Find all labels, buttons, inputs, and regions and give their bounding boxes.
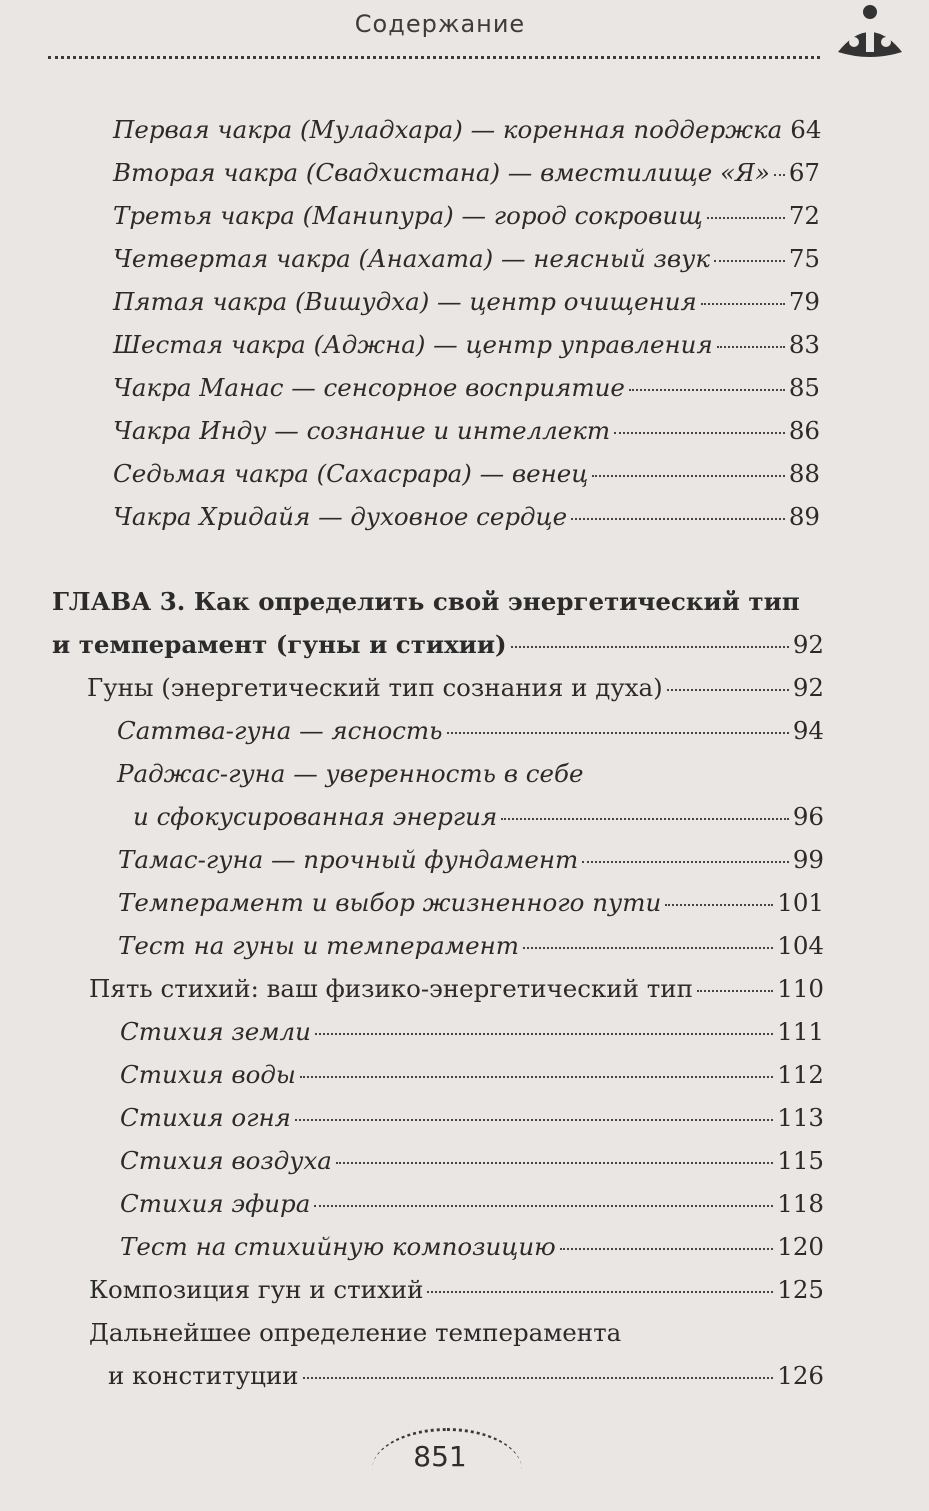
toc-page-number: 88 bbox=[788, 459, 820, 488]
toc-entry-title: Стихия эфира bbox=[120, 1189, 311, 1218]
toc-entry[interactable] bbox=[113, 330, 820, 359]
toc-entry[interactable] bbox=[113, 502, 820, 531]
dot-leader bbox=[629, 389, 785, 391]
dot-leader bbox=[314, 1205, 773, 1207]
page-number: 851 bbox=[413, 1440, 467, 1473]
toc-entry[interactable] bbox=[120, 1232, 824, 1261]
toc-page-number: 101 bbox=[777, 888, 824, 917]
toc-entry-title: Композиция гун и стихий bbox=[89, 1275, 424, 1304]
toc-entry[interactable] bbox=[118, 845, 824, 874]
toc-entry[interactable] bbox=[113, 158, 820, 187]
toc-page-number: 111 bbox=[777, 1017, 824, 1046]
toc-entry[interactable] bbox=[87, 673, 824, 702]
toc-entry[interactable] bbox=[113, 115, 820, 144]
toc-entry[interactable] bbox=[120, 1060, 824, 1089]
toc-page-number: 83 bbox=[788, 330, 820, 359]
dot-leader bbox=[295, 1119, 773, 1121]
toc-page-number: 96 bbox=[792, 802, 824, 831]
dot-leader bbox=[582, 861, 789, 863]
dot-leader bbox=[315, 1033, 773, 1035]
toc-entry[interactable] bbox=[120, 1146, 824, 1175]
dot-leader bbox=[592, 475, 784, 477]
toc-entry-title: Стихия воздуха bbox=[120, 1146, 332, 1175]
dot-leader bbox=[697, 990, 773, 992]
toc-entry-title: Тест на стихийную композицию bbox=[120, 1232, 556, 1261]
dot-leader bbox=[614, 432, 785, 434]
toc-heading-line: Раджас-гуна — уверенность в себе bbox=[117, 759, 584, 788]
toc-entry-title: Гуны (энергетический тип сознания и духа) bbox=[87, 673, 663, 702]
toc-page-number: 75 bbox=[788, 244, 820, 273]
toc-page-number: 72 bbox=[788, 201, 820, 230]
toc-entry-title: Тамас-гуна — прочный фундамент bbox=[118, 845, 579, 874]
toc-entry[interactable] bbox=[133, 802, 824, 831]
toc-entry[interactable] bbox=[113, 201, 820, 230]
toc-entry[interactable] bbox=[113, 373, 820, 402]
dot-leader bbox=[501, 818, 789, 820]
dot-leader bbox=[511, 646, 789, 648]
toc-page-number: 85 bbox=[788, 373, 820, 402]
toc-page-number: 110 bbox=[777, 974, 824, 1003]
toc-entry[interactable] bbox=[113, 287, 820, 316]
toc-entry[interactable] bbox=[113, 459, 820, 488]
toc-page-number: 115 bbox=[777, 1146, 824, 1175]
toc-entry-title: и сфокусированная энергия bbox=[133, 802, 498, 831]
toc-entry[interactable] bbox=[120, 1103, 824, 1132]
toc-entry-title: Первая чакра (Муладхара) — коренная поддержка bbox=[113, 115, 783, 144]
toc-page-number: 125 bbox=[777, 1275, 824, 1304]
dot-leader bbox=[707, 217, 785, 219]
toc-page-number: 118 bbox=[777, 1189, 824, 1218]
toc-entry[interactable] bbox=[52, 630, 824, 659]
toc-page-number: 64 bbox=[790, 115, 822, 144]
dot-leader bbox=[714, 260, 785, 262]
dot-leader bbox=[303, 1377, 774, 1379]
toc-entry-title: Чакра Инду — сознание и интеллект bbox=[113, 416, 611, 445]
toc-page-number: 120 bbox=[777, 1232, 824, 1261]
toc-page-number: 104 bbox=[777, 931, 824, 960]
toc-entry-title: и темперамент (гуны и стихии) bbox=[52, 630, 507, 659]
dot-leader bbox=[571, 518, 785, 520]
dot-leader bbox=[665, 904, 773, 906]
dot-leader bbox=[560, 1248, 773, 1250]
dot-leader bbox=[717, 346, 785, 348]
dot-leader bbox=[701, 303, 785, 305]
toc-entry-title: Вторая чакра (Свадхистана) — вместилище «Я» bbox=[113, 158, 770, 187]
toc-entry[interactable] bbox=[89, 974, 824, 1003]
toc-entry[interactable] bbox=[108, 1361, 824, 1390]
toc-page-number: 113 bbox=[777, 1103, 824, 1132]
toc-page-number: 86 bbox=[788, 416, 820, 445]
toc-page-number: 94 bbox=[792, 716, 824, 745]
running-header-title: Содержание bbox=[354, 10, 526, 38]
toc-entry[interactable] bbox=[117, 716, 824, 745]
toc-page-number: 126 bbox=[777, 1361, 824, 1390]
toc-heading-line: Дальнейшее определение темперамента bbox=[89, 1318, 622, 1347]
dot-leader bbox=[667, 689, 789, 691]
toc-entry[interactable] bbox=[118, 888, 824, 917]
toc-entry-title: Саттва-гуна — ясность bbox=[117, 716, 443, 745]
toc-page-number: 79 bbox=[788, 287, 820, 316]
toc-page-number: 112 bbox=[777, 1060, 824, 1089]
toc-entry[interactable] bbox=[118, 931, 824, 960]
dot-leader bbox=[427, 1291, 773, 1293]
toc-entry[interactable] bbox=[120, 1189, 824, 1218]
toc-entry-title: Пять стихий: ваш физико-энергетический тип bbox=[89, 974, 693, 1003]
toc-entry-title: Тест на гуны и темперамент bbox=[118, 931, 519, 960]
toc-entry-title: Стихия воды bbox=[120, 1060, 296, 1089]
toc-entry-title: Пятая чакра (Вишудха) — центр очищения bbox=[113, 287, 697, 316]
dot-leader bbox=[774, 174, 785, 176]
toc-heading-line: ГЛАВА 3. Как определить свой энергетический тип bbox=[52, 587, 800, 616]
toc-page-number: 67 bbox=[788, 158, 820, 187]
dot-leader bbox=[300, 1076, 773, 1078]
toc-page-number: 89 bbox=[788, 502, 820, 531]
toc-entry-title: Третья чакра (Манипура) — город сокровищ bbox=[113, 201, 703, 230]
toc-entry-title: Четвертая чакра (Анахата) — неясный звук bbox=[113, 244, 710, 273]
header-dotted-rule bbox=[48, 56, 820, 59]
toc-entry-title: Седьмая чакра (Сахасрара) — венец bbox=[113, 459, 589, 488]
toc-entry[interactable] bbox=[113, 244, 820, 273]
meditating-figure-icon bbox=[830, 2, 910, 64]
toc-entry[interactable] bbox=[89, 1275, 824, 1304]
toc-entry[interactable] bbox=[113, 416, 820, 445]
dot-leader bbox=[447, 732, 789, 734]
toc-entry-title: и конституции bbox=[108, 1361, 299, 1390]
dot-leader bbox=[523, 947, 773, 949]
toc-entry-title: Стихия земли bbox=[120, 1017, 311, 1046]
dot-leader bbox=[336, 1162, 773, 1164]
toc-entry-title: Шестая чакра (Аджна) — центр управления bbox=[113, 330, 713, 359]
toc-entry-title: Темперамент и выбор жизненного пути bbox=[118, 888, 662, 917]
toc-entry-title: Чакра Хридайя — духовное сердце bbox=[113, 502, 568, 531]
toc-page-number: 92 bbox=[792, 673, 824, 702]
toc-entry[interactable] bbox=[120, 1017, 824, 1046]
toc-entry-title: Стихия огня bbox=[120, 1103, 291, 1132]
toc-page-number: 99 bbox=[792, 845, 824, 874]
toc-entry-title: Чакра Манас — сенсорное восприятие bbox=[113, 373, 625, 402]
toc-page-number: 92 bbox=[792, 630, 824, 659]
